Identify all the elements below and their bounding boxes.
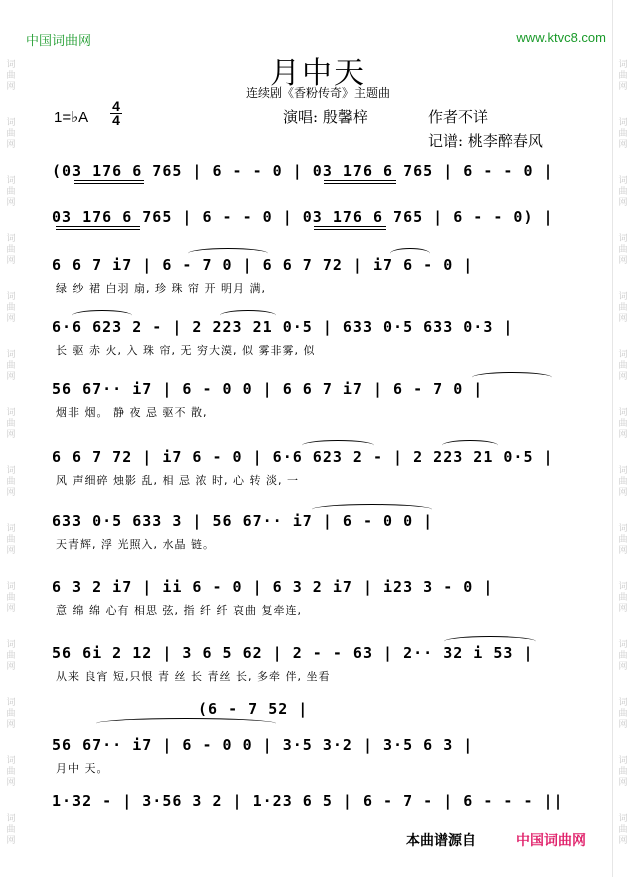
slur <box>188 248 268 259</box>
score-lyrics: 绿 纱 裙 白羽 扇, 珍 珠 帘 开 明月 满, <box>56 282 266 295</box>
slur <box>442 440 498 451</box>
score-lyrics: 风 声细碎 烛影 乱, 相 忌 浓 时, 心 转 淡, 一 <box>56 474 299 487</box>
watermark: 词 曲 网 <box>618 234 628 266</box>
score-lyrics: 烟非 烟。 静 夜 忌 驱不 散, <box>56 406 208 419</box>
transcriber: 记谱: 桃李醉春风 <box>428 132 543 150</box>
song-subtitle: 连续剧《香粉传奇》主题曲 <box>245 86 390 100</box>
footer-site-link[interactable]: 中国词曲网 <box>516 832 586 848</box>
beam <box>314 226 386 230</box>
slur <box>444 636 536 647</box>
score-notes: 6 6 7 72 | i7 6 - 0 | 6·6 623 2 - | 2 223 21 0·5 | <box>52 448 554 466</box>
watermark: 词 曲 网 <box>6 118 16 150</box>
slur <box>390 248 430 259</box>
watermark: 词 曲 网 <box>6 350 16 382</box>
watermark: 词 曲 网 <box>6 292 16 324</box>
slur <box>72 310 132 321</box>
watermark: 词 曲 网 <box>618 698 628 730</box>
watermark: 词 曲 网 <box>618 524 628 556</box>
score-notes: 6 6 7 i7 | 6 - 7 0 | 6 6 7 72 | i7 6 - 0 | <box>52 256 474 274</box>
beam <box>324 180 396 184</box>
watermark: 词 曲 网 <box>6 582 16 614</box>
slur <box>472 372 552 383</box>
watermark: 词 曲 网 <box>618 640 628 672</box>
song-title: 月中天 <box>270 56 366 91</box>
page-border <box>612 0 613 877</box>
slur <box>302 440 374 451</box>
watermark: 词 曲 网 <box>618 582 628 614</box>
watermark: 词 曲 网 <box>6 640 16 672</box>
score-lyrics: 从来 良宵 短,只恨 青 丝 长 青丝 长, 多牵 伴, 坐看 <box>56 670 331 683</box>
score-notes: (03 176 6 765 | 6 - - 0 | 03 176 6 765 | 6 - - 0 | <box>52 162 554 180</box>
watermark: 词 曲 网 <box>618 60 628 92</box>
beam <box>56 226 140 230</box>
time-bottom: 4 <box>112 112 120 128</box>
watermark: 词 曲 网 <box>6 408 16 440</box>
beam <box>74 180 144 184</box>
score-lyrics: 天青辉, 浮 光照入, 水晶 链。 <box>56 538 215 551</box>
composer: 作者不详 <box>428 108 489 126</box>
score-notes: 6 3 2 i7 | ii 6 - 0 | 6 3 2 i7 | i23 3 - 0 | <box>52 578 494 596</box>
watermark: 词 曲 网 <box>618 176 628 208</box>
watermark: 词 曲 网 <box>6 466 16 498</box>
score-notes: 633 0·5 633 3 | 56 67·· i7 | 6 - 0 0 | <box>52 512 434 530</box>
watermark: 词 曲 网 <box>6 234 16 266</box>
singer: 演唱: 殷馨梓 <box>283 108 368 126</box>
watermark: 词 曲 网 <box>618 350 628 382</box>
watermark: 词 曲 网 <box>618 292 628 324</box>
score-notes: (6 - 7 52 | <box>198 700 309 718</box>
score-lyrics: 意 绵 绵 心有 相思 弦, 指 纤 纤 哀曲 复牵连, <box>56 604 302 617</box>
time-signature <box>110 100 122 127</box>
watermark: 词 曲 网 <box>618 118 628 150</box>
watermark: 词 曲 网 <box>6 60 16 92</box>
score-notes: 6·6 623 2 - | 2 223 21 0·5 | 633 0·5 633 0·3 | <box>52 318 514 336</box>
score-lyrics: 月中 天。 <box>56 762 109 775</box>
watermark: 词 曲 网 <box>618 466 628 498</box>
site-name-left[interactable]: 中国词曲网 <box>26 33 92 48</box>
site-url-right[interactable]: www.ktvc8.com <box>516 30 606 45</box>
score-notes: 03 176 6 765 | 6 - - 0 | 03 176 6 765 | 6 - - 0) | <box>52 208 554 226</box>
slur <box>96 718 276 729</box>
score-notes: 56 67·· i7 | 6 - 0 0 | 3·5 3·2 | 3·5 6 3 | <box>52 736 474 754</box>
watermark: 词 曲 网 <box>6 698 16 730</box>
watermark: 词 曲 网 <box>618 756 628 788</box>
watermark: 词 曲 网 <box>618 814 628 846</box>
watermark: 词 曲 网 <box>6 756 16 788</box>
slur <box>220 310 276 321</box>
score-notes: 56 6i 2 12 | 3 6 5 62 | 2 - - 63 | 2·· 32 i 53 | <box>52 644 534 662</box>
slur <box>312 504 432 515</box>
score-notes: 1·32 - | 3·56 3 2 | 1·23 6 5 | 6 - 7 - | 6 - - - || <box>52 792 564 810</box>
time-top: 4 <box>112 98 120 114</box>
watermark: 词 曲 网 <box>6 176 16 208</box>
score-notes: 56 67·· i7 | 6 - 0 0 | 6 6 7 i7 | 6 - 7 0 | <box>52 380 484 398</box>
footer-source-label: 本曲谱源自 <box>406 832 476 848</box>
watermark: 词 曲 网 <box>618 408 628 440</box>
score-lyrics: 长 驱 赤 火, 入 珠 帘, 无 穷大漠, 似 雾非雾, 似 <box>56 344 316 357</box>
key-signature: 1=♭A <box>54 109 89 126</box>
watermark: 词 曲 网 <box>6 814 16 846</box>
watermark: 词 曲 网 <box>6 524 16 556</box>
